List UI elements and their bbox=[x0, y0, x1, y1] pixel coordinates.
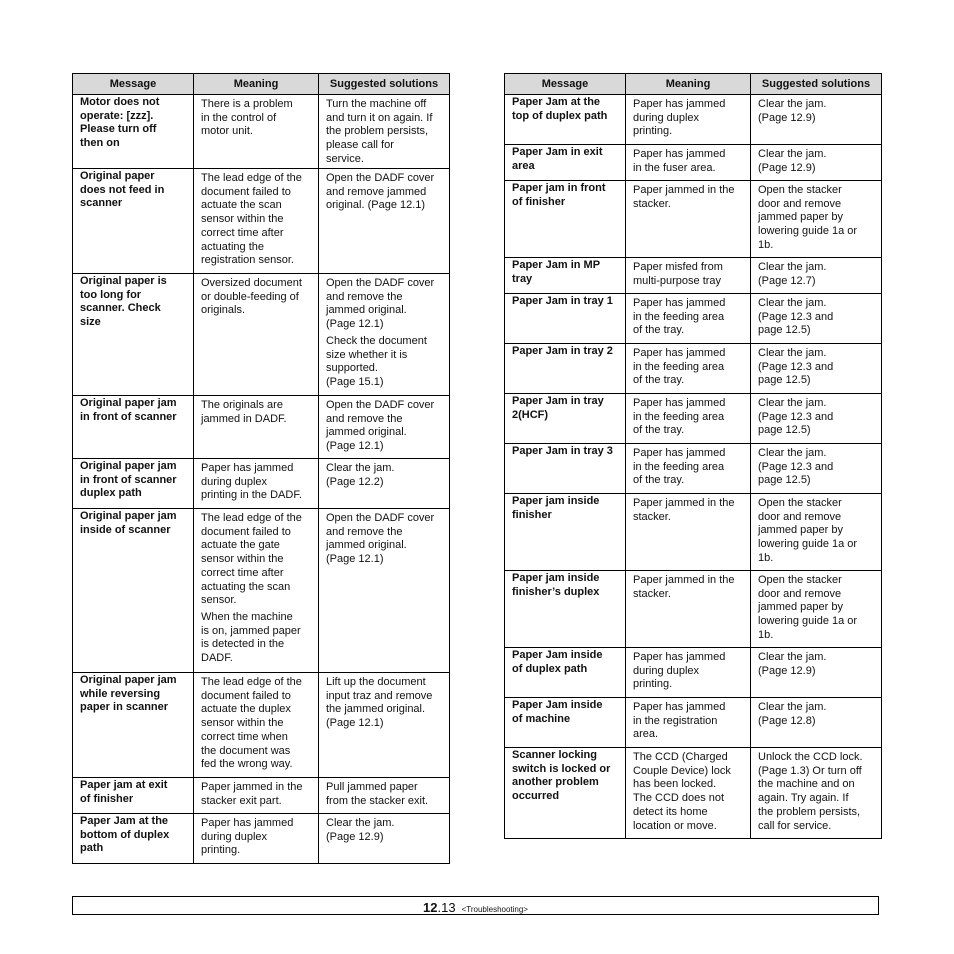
table-row bbox=[505, 344, 882, 394]
message-cell: Paper Jam at the top of duplex path bbox=[505, 95, 626, 145]
meaning-text: Paper has jammed in the feeding area of the tray. bbox=[633, 347, 726, 387]
meaning-text: Paper has jammed during duplex printing. bbox=[201, 817, 294, 857]
message-cell: Original paper does not feed in scanner bbox=[73, 169, 194, 274]
meaning-text: The originals are jammed in DADF. bbox=[201, 399, 287, 425]
solution-cell bbox=[751, 748, 882, 839]
message-cell: Motor does not operate: [zzz]. Please turn off then on bbox=[73, 95, 194, 169]
table-row bbox=[73, 459, 450, 509]
table-row bbox=[505, 748, 882, 839]
solution-text: Open the DADF cover and remove the jammed original. (Page 12.1) bbox=[326, 399, 435, 453]
meaning-text: Paper has jammed in the feeding area of the tray. bbox=[633, 397, 726, 437]
message-cell: Paper Jam inside of duplex path bbox=[505, 648, 626, 698]
solution-cell bbox=[319, 509, 450, 673]
header-solutions: Suggested solutions bbox=[319, 74, 450, 95]
meaning-cell bbox=[626, 698, 751, 748]
solution-cell bbox=[319, 459, 450, 509]
table-row bbox=[73, 169, 450, 274]
meaning-text: The lead edge of the document failed to actuate the scan sensor within the correct time after actuating the registration sensor. bbox=[201, 172, 302, 267]
solution-cell bbox=[751, 181, 882, 258]
solution-cell bbox=[751, 294, 882, 344]
solution-text: Clear the jam. (Page 12.2) bbox=[326, 462, 395, 488]
meaning-cell bbox=[626, 145, 751, 181]
table-row bbox=[505, 494, 882, 571]
meaning-text: Paper jammed in the stacker. bbox=[633, 497, 735, 523]
meaning-cell bbox=[626, 444, 751, 494]
solution-text: Clear the jam. (Page 12.9) bbox=[758, 148, 827, 174]
meaning-cell bbox=[626, 181, 751, 258]
solution-cell bbox=[319, 274, 450, 396]
solution-text: Clear the jam. (Page 12.9) bbox=[326, 817, 395, 843]
header-meaning: Meaning bbox=[626, 74, 751, 95]
meaning-cell bbox=[194, 673, 319, 778]
header-message: Message bbox=[505, 74, 626, 95]
header-solutions: Suggested solutions bbox=[751, 74, 882, 95]
page-number-page: .13 bbox=[437, 900, 456, 915]
meaning-text: Paper has jammed during duplex printing. bbox=[633, 651, 726, 691]
left-message-table bbox=[72, 73, 450, 864]
solution-cell bbox=[319, 169, 450, 274]
solution-text: Clear the jam. (Page 12.7) bbox=[758, 261, 827, 287]
table-header-row bbox=[73, 74, 450, 95]
message-cell: Original paper jam in front of scanner bbox=[73, 396, 194, 459]
message-cell: Paper jam in front of finisher bbox=[505, 181, 626, 258]
table-row bbox=[73, 509, 450, 673]
page-number-chapter: 12 bbox=[423, 900, 438, 915]
table-row bbox=[505, 95, 882, 145]
meaning-cell bbox=[194, 396, 319, 459]
solution-cell bbox=[751, 258, 882, 294]
message-cell: Original paper jam in front of scanner duplex path bbox=[73, 459, 194, 509]
meaning-text: Paper has jammed in the feeding area of the tray. bbox=[633, 297, 726, 337]
table-row bbox=[505, 258, 882, 294]
meaning-cell bbox=[194, 778, 319, 814]
meaning-text: Paper has jammed in the feeding area of the tray. bbox=[633, 447, 726, 487]
meaning-cell bbox=[194, 509, 319, 673]
meaning-cell bbox=[626, 748, 751, 839]
solution-text: Clear the jam. (Page 12.9) bbox=[758, 98, 827, 124]
meaning-text: The CCD (Charged Couple Device) lock has been locked. The CCD does not detect its home location or move. bbox=[633, 751, 731, 832]
message-cell: Paper Jam in exit area bbox=[505, 145, 626, 181]
message-cell: Original paper jam while reversing paper in scanner bbox=[73, 673, 194, 778]
table-row bbox=[73, 673, 450, 778]
page-number bbox=[73, 899, 878, 917]
meaning-text: Paper jammed in the stacker. bbox=[633, 184, 735, 210]
table-row bbox=[505, 181, 882, 258]
table-row bbox=[505, 294, 882, 344]
solution-cell bbox=[319, 95, 450, 169]
table-row bbox=[505, 648, 882, 698]
solution-cell bbox=[751, 494, 882, 571]
message-cell: Paper Jam in MP tray bbox=[505, 258, 626, 294]
meaning-text: Paper has jammed during duplex printing in the DADF. bbox=[201, 462, 302, 502]
meaning-cell bbox=[626, 95, 751, 145]
table-row bbox=[73, 95, 450, 169]
meaning-text: Paper misfed from multi-purpose tray bbox=[633, 261, 723, 287]
meaning-cell bbox=[626, 494, 751, 571]
meaning-cell bbox=[626, 344, 751, 394]
message-cell: Paper jam inside finisher bbox=[505, 494, 626, 571]
solution-cell bbox=[319, 814, 450, 864]
header-meaning: Meaning bbox=[194, 74, 319, 95]
table-row bbox=[505, 444, 882, 494]
meaning-cell bbox=[626, 394, 751, 444]
meaning-text: There is a problem in the control of motor unit. bbox=[201, 98, 293, 138]
meaning-text: The lead edge of the document failed to actuate the gate sensor within the correct time after actuating the scan sensor. bbox=[201, 512, 302, 607]
meaning-text: Oversized document or double-feeding of originals. bbox=[201, 277, 302, 317]
meaning-text: Paper jammed in the stacker exit part. bbox=[201, 781, 303, 807]
meaning-cell bbox=[626, 258, 751, 294]
right-message-table bbox=[504, 73, 882, 839]
solution-text: Clear the jam. (Page 12.3 and page 12.5) bbox=[758, 297, 834, 337]
meaning-text: When the machine is on, jammed paper is detected in the DADF. bbox=[201, 610, 301, 665]
meaning-text: Paper has jammed during duplex printing. bbox=[633, 98, 726, 138]
solution-cell bbox=[751, 394, 882, 444]
solution-text: Clear the jam. (Page 12.8) bbox=[758, 701, 827, 727]
message-cell: Paper Jam at the bottom of duplex path bbox=[73, 814, 194, 864]
meaning-cell bbox=[194, 169, 319, 274]
solution-text: Open the stacker door and remove jammed paper by lowering guide 1a or 1b. bbox=[758, 184, 858, 251]
meaning-cell bbox=[626, 648, 751, 698]
solution-cell bbox=[319, 673, 450, 778]
solution-cell bbox=[319, 396, 450, 459]
meaning-cell bbox=[194, 274, 319, 396]
solution-text: Clear the jam. (Page 12.9) bbox=[758, 651, 827, 677]
solution-cell bbox=[751, 571, 882, 648]
meaning-cell bbox=[194, 459, 319, 509]
table-row bbox=[505, 698, 882, 748]
meaning-text: Paper has jammed in the registration area. bbox=[633, 701, 726, 741]
solution-text: Clear the jam. (Page 12.3 and page 12.5) bbox=[758, 447, 834, 487]
solution-cell bbox=[751, 95, 882, 145]
solution-text: Open the DADF cover and remove the jammed original. (Page 12.1) bbox=[326, 277, 435, 331]
message-cell: Paper Jam inside of machine bbox=[505, 698, 626, 748]
message-cell: Paper Jam in tray 2 bbox=[505, 344, 626, 394]
meaning-text: Paper has jammed in the fuser area. bbox=[633, 148, 726, 174]
message-cell: Original paper is too long for scanner. Check size bbox=[73, 274, 194, 396]
table-header-row bbox=[505, 74, 882, 95]
solution-cell bbox=[751, 698, 882, 748]
solution-text: Open the DADF cover and remove the jammed original. (Page 12.1) bbox=[326, 512, 435, 566]
solution-cell bbox=[751, 145, 882, 181]
meaning-text: The lead edge of the document failed to actuate the duplex sensor within the correct time when the document was fed the wrong way. bbox=[201, 676, 302, 771]
solution-text: Open the DADF cover and remove jammed original. (Page 12.1) bbox=[326, 172, 435, 212]
solution-text: Check the document size whether it is supported. (Page 15.1) bbox=[326, 334, 427, 388]
solution-text: Pull jammed paper from the stacker exit. bbox=[326, 781, 429, 807]
solution-cell bbox=[319, 778, 450, 814]
meaning-text: Paper jammed in the stacker. bbox=[633, 574, 735, 600]
solution-text: Clear the jam. (Page 12.3 and page 12.5) bbox=[758, 347, 834, 387]
page-footer bbox=[72, 896, 879, 915]
message-cell: Original paper jam inside of scanner bbox=[73, 509, 194, 673]
header-message: Message bbox=[73, 74, 194, 95]
meaning-cell bbox=[194, 814, 319, 864]
meaning-cell bbox=[194, 95, 319, 169]
message-cell: Scanner locking switch is locked or another problem occurred bbox=[505, 748, 626, 839]
solution-cell bbox=[751, 648, 882, 698]
meaning-cell bbox=[626, 294, 751, 344]
table-row bbox=[505, 145, 882, 181]
table-row bbox=[505, 394, 882, 444]
message-cell: Paper Jam in tray 2(HCF) bbox=[505, 394, 626, 444]
solution-text: Lift up the document input traz and remove the jammed original. (Page 12.1) bbox=[326, 676, 433, 730]
message-cell: Paper Jam in tray 1 bbox=[505, 294, 626, 344]
solution-text: Open the stacker door and remove jammed paper by lowering guide 1a or 1b. bbox=[758, 497, 858, 564]
message-cell: Paper jam inside finisher’s duplex bbox=[505, 571, 626, 648]
solution-cell bbox=[751, 444, 882, 494]
solution-cell bbox=[751, 344, 882, 394]
table-row bbox=[73, 778, 450, 814]
solution-text: Open the stacker door and remove jammed paper by lowering guide 1a or 1b. bbox=[758, 574, 858, 641]
chapter-name: <Troubleshooting> bbox=[461, 905, 528, 914]
message-cell: Paper jam at exit of finisher bbox=[73, 778, 194, 814]
solution-text: Unlock the CCD lock. (Page 1.3) Or turn off the machine and on again. Try again. If the problem persists, call for service. bbox=[758, 751, 863, 832]
message-cell: Paper Jam in tray 3 bbox=[505, 444, 626, 494]
table-row bbox=[505, 571, 882, 648]
table-row bbox=[73, 396, 450, 459]
table-row bbox=[73, 814, 450, 864]
solution-text: Turn the machine off and turn it on again. If the problem persists, please call for service. bbox=[326, 98, 433, 165]
table-row bbox=[73, 274, 450, 396]
solution-text: Clear the jam. (Page 12.3 and page 12.5) bbox=[758, 397, 834, 437]
meaning-cell bbox=[626, 571, 751, 648]
